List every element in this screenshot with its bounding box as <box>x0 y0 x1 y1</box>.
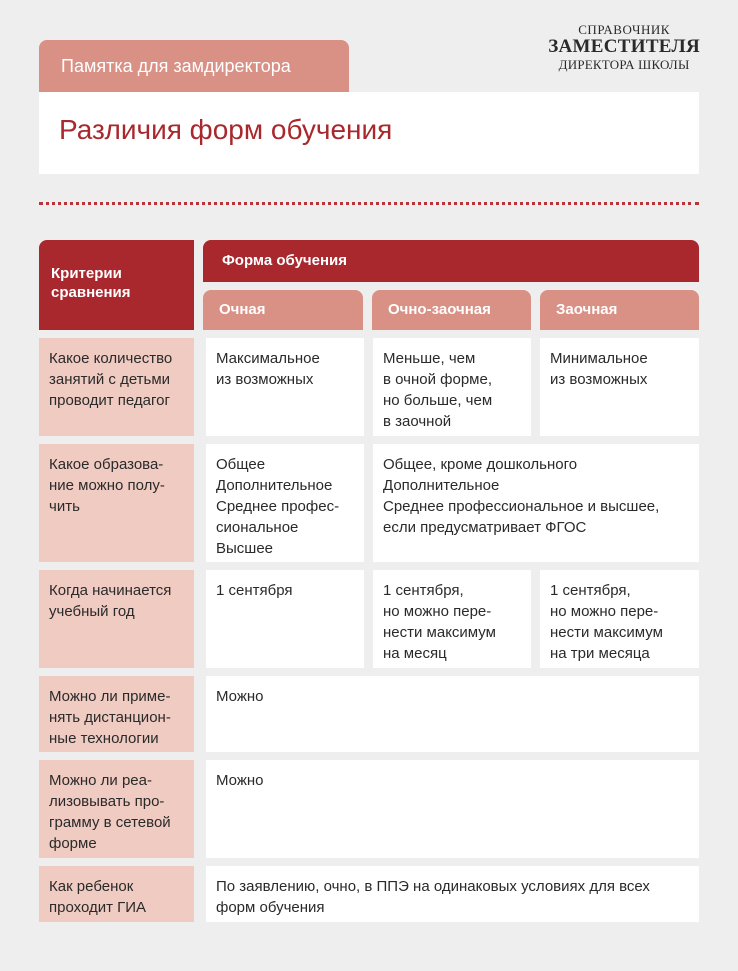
logo-line-1: СПРАВОЧНИК <box>578 22 670 37</box>
dotted-divider <box>39 202 699 205</box>
cell-lessons-full-time: Максимальное из возможных <box>206 338 364 436</box>
cell-network-form-all: Можно <box>206 760 699 858</box>
logo-line-2: ЗАМЕСТИТЕЛЯ <box>548 36 700 57</box>
cell-distance-tech-all: Можно <box>206 676 699 752</box>
cell-education-part-time-distance: Общее, кроме дошкольного Дополнительное Среднее профессиональное и высшее, если предусматривает ФГОС <box>373 444 699 562</box>
cell-gia-all: По заявлению, очно, в ППЭ на одинаковых условиях для всех форм обучения <box>206 866 699 922</box>
cell-lessons-distance: Минимальное из возможных <box>540 338 699 436</box>
criterion-distance-tech: Можно ли приме-нять дистанцион-ные технологии <box>39 676 194 752</box>
column-header-part-time: Очно-заочная <box>372 290 531 330</box>
criterion-school-year-start: Когда начинается учебный год <box>39 570 194 668</box>
criterion-education-type: Какое образова-ние можно полу-чить <box>39 444 194 562</box>
cell-year-start-full-time: 1 сентября <box>206 570 364 668</box>
title-card <box>39 92 699 174</box>
logo-line-3: ДИРЕКТОРА ШКОЛЫ <box>558 57 690 72</box>
section-tag: Памятка для замдиректора <box>39 40 349 92</box>
cell-lessons-part-time: Меньше, чем в очной форме, но больше, чем в заочной <box>373 338 531 436</box>
column-header-full-time: Очная <box>203 290 363 330</box>
form-header: Форма обучения <box>203 240 699 282</box>
publication-logo <box>548 22 700 72</box>
cell-education-full-time: Общее Дополнительное Среднее профес- сиональное Высшее <box>206 444 364 562</box>
cell-year-start-part-time: 1 сентября, но можно пере- нести максимум на месяц <box>373 570 531 668</box>
criteria-header: Критерии сравнения <box>39 240 194 330</box>
page-title: Различия форм обучения <box>59 114 393 145</box>
cell-year-start-distance: 1 сентября, но можно пере- нести максимум на три месяца <box>540 570 699 668</box>
criterion-network-form: Можно ли реа-лизовывать про-грамму в сетевой форме <box>39 760 194 858</box>
criterion-lessons-count: Какое количество занятий с детьми проводит педагог <box>39 338 194 436</box>
criterion-gia: Как ребенок проходит ГИА <box>39 866 194 922</box>
column-header-distance: Заочная <box>540 290 699 330</box>
